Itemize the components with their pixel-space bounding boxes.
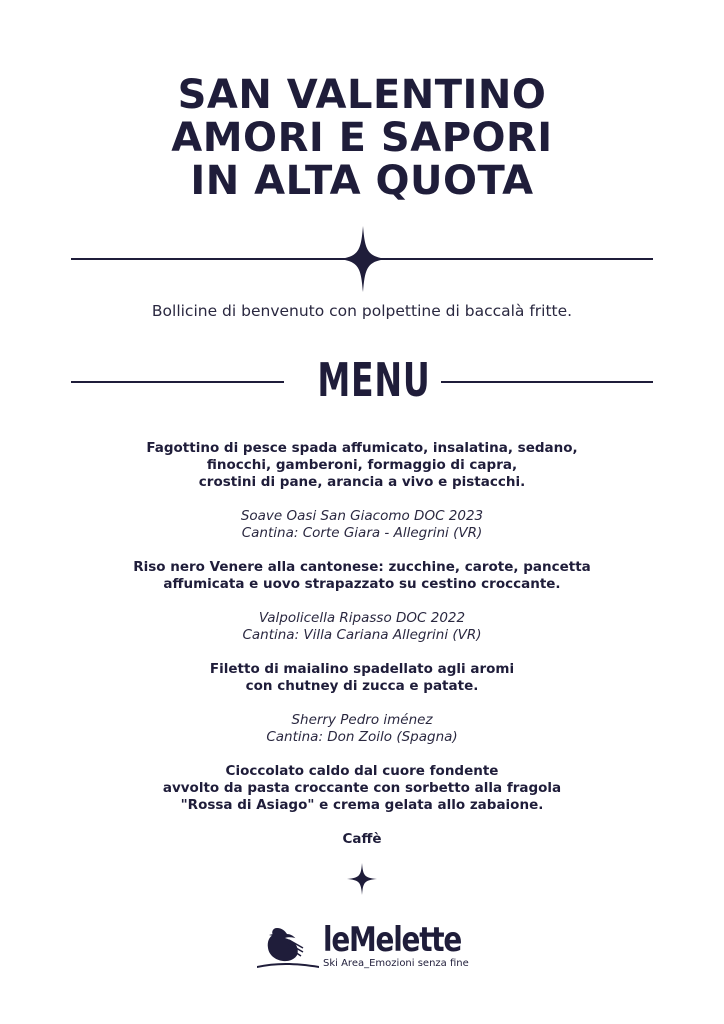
course-1 — [120, 440, 604, 542]
title-line-1: SAN VALENTINO — [177, 72, 547, 118]
logo-tagline: Ski Area_Emozioni senza fine — [323, 958, 469, 969]
course-2 — [120, 559, 604, 644]
course-2-dish-line-2: affumicata e uovo strapazzato su cestino croccante. — [163, 576, 561, 592]
grouse-bird-icon — [255, 922, 321, 970]
menu-divider-left — [71, 381, 284, 383]
course-2-wine: Valpolicella Ripasso DOC 2022 — [258, 610, 466, 626]
sparkle-star-icon — [338, 226, 388, 292]
course-2-dish-line-1: Riso nero Venere alla cantonese: zucchine, carote, pancetta — [133, 559, 591, 575]
course-4-dish-line-3: "Rossa di Asiago" e crema gelata allo zabaione. — [180, 797, 544, 813]
page-title — [0, 74, 724, 203]
course-1-dish-line-2: finocchi, gamberoni, formaggio di capra, — [206, 457, 518, 473]
menu-divider-right — [441, 381, 653, 383]
course-4 — [120, 763, 604, 814]
menu-heading: MENU — [317, 353, 431, 407]
course-1-wine: Soave Oasi San Giacomo DOC 2023 — [240, 508, 484, 524]
course-4-dish-line-1: Cioccolato caldo dal cuore fondente — [225, 763, 499, 779]
course-3-dish-line-1: Filetto di maialino spadellato agli aromi — [209, 661, 515, 677]
course-1-dish-line-3: crostini di pane, arancia a vivo e pistacchi. — [198, 474, 526, 490]
small-sparkle-star-icon — [347, 863, 377, 895]
course-1-dish-line-1: Fagottino di pesce spada affumicato, insalatina, sedano, — [146, 440, 578, 456]
title-line-2: AMORI E SAPORI — [171, 115, 553, 161]
course-1-winery: Cantina: Corte Giara - Allegrini (VR) — [241, 525, 483, 541]
welcome-text: Bollicine di benvenuto con polpettine di baccalà fritte. — [151, 302, 573, 320]
coffee: Caffè — [342, 831, 382, 847]
course-3-wine: Sherry Pedro iménez — [291, 712, 433, 728]
course-3 — [120, 661, 604, 746]
course-3-winery: Cantina: Don Zoilo (Spagna) — [266, 729, 458, 745]
logo-wordmark: leMelette — [323, 920, 462, 960]
menu-courses — [120, 440, 604, 848]
lemelette-logo — [255, 920, 475, 970]
course-3-dish-line-2: con chutney di zucca e patate. — [245, 678, 479, 694]
title-line-3: IN ALTA QUOTA — [190, 158, 534, 204]
course-4-dish-line-2: avvolto da pasta croccante con sorbetto alla fragola — [162, 780, 562, 796]
course-2-winery: Cantina: Villa Cariana Allegrini (VR) — [242, 627, 482, 643]
